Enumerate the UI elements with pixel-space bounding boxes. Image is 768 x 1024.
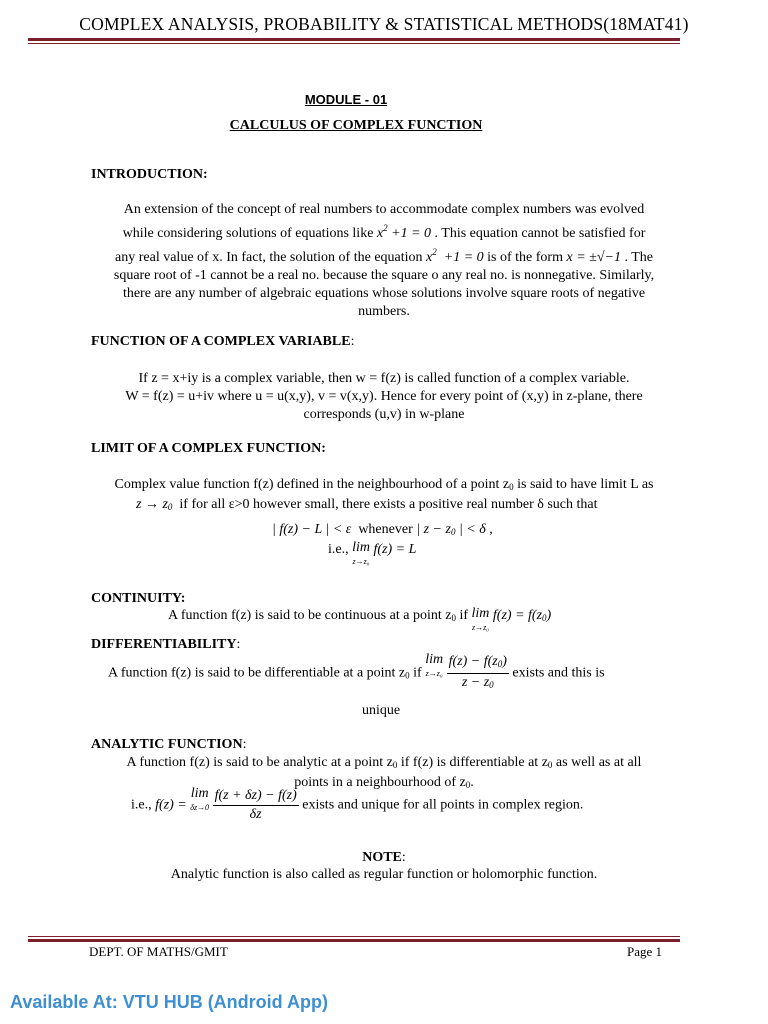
note-text: Analytic function is also called as regular function or holomorphic function.	[170, 867, 598, 882]
differentiability-unique: unique	[362, 703, 401, 718]
limit-definition: i.e., lim z→z₀ f(z) = L	[328, 540, 417, 566]
intro-line-3: any real value of x. In fact, the solution of the equation $x^2 +1 = 0$ is of the form x = ±√−1 . The	[115, 247, 653, 265]
intro-line-1: An extension of the concept of real numbers to accommodate complex numbers was evolved	[123, 202, 645, 217]
intro-line-6: numbers.	[358, 304, 410, 319]
intro-line-4: square root of -1 cannot be a real no. because the square o any real no. is nonnegative. Similarly,	[113, 268, 655, 283]
module-title: CALCULUS OF COMPLEX FUNCTION	[229, 118, 483, 133]
limit-paragraph	[80, 476, 688, 516]
introduction-heading: INTRODUCTION:	[91, 167, 208, 182]
document-header: COMPLEX ANALYSIS, PROBABILITY & STATISTICAL METHODS(18MAT41)	[79, 14, 689, 34]
limit-line-2: $z \to z_0$ if for all ε>0 however small, there exists a positive real number δ such that	[136, 497, 598, 512]
differentiability-text: A function f(z) is said to be differentiable at a point $z_0$ if lim z→z₀ $\frac{f(z) - f(z_0)}{z - z_0}$ exists and this is	[108, 652, 605, 690]
header-rule-thick	[28, 38, 680, 41]
differentiability-heading: DIFFERENTIABILITY:	[91, 637, 241, 652]
analytic-definition: i.e., f(z) = lim δz→0 $\frac{f(z + \delta z) - f(z)}{\delta z}$ exists and unique for all points in complex region.	[131, 786, 584, 822]
function-line-3: corresponds (u,v) in w-plane	[303, 407, 465, 422]
module-label: MODULE - 01	[304, 92, 388, 107]
function-line-1: If z = x+iy is a complex variable, then w = f(z) is called function of a complex variable.	[138, 371, 630, 386]
footer-dept: DEPT. OF MATHS/GMIT	[89, 944, 228, 959]
analytic-line-1: A function f(z) is said to be analytic at a point $z_0$ if f(z) is differentiable at $z_0$ as well as at all	[126, 755, 642, 770]
limit-line-1: Complex value function f(z) defined in the neighbourhood of a point $z_0$ is said to have limit L as	[114, 477, 654, 492]
footer-rule-thin	[28, 936, 680, 937]
function-heading: FUNCTION OF A COMPLEX VARIABLE:	[91, 334, 355, 349]
header-rule-thin	[28, 43, 680, 44]
intro-line-5: there are any number of algebraic equations whose solutions involve square roots of negative	[122, 286, 646, 301]
footer-rule-thick	[28, 939, 680, 942]
vtu-hub-banner[interactable]: Available At: VTU HUB (Android App)	[10, 992, 328, 1012]
function-paragraph	[80, 370, 688, 424]
footer-page-number: Page 1	[627, 944, 663, 959]
continuity-heading: CONTINUITY:	[91, 591, 186, 606]
intro-line-2: while considering solutions of equations like $x^2 +1 = 0$ . This equation cannot be satisfied for	[122, 223, 646, 241]
introduction-paragraph	[80, 201, 688, 321]
note-heading: NOTE:	[362, 850, 406, 865]
continuity-text: A function f(z) is said to be continuous at a point $z_0$ if lim z→z₀ $f(z) = f(z_0)$	[168, 606, 552, 632]
function-line-2: W = f(z) = u+iv where u = u(x,y), v = v(x,y). Hence for every point of (x,y) in z-plane, there	[125, 389, 643, 404]
analytic-line-2: points in a neighbourhood of $z_0$.	[294, 775, 474, 790]
limit-heading: LIMIT OF A COMPLEX FUNCTION:	[91, 441, 326, 456]
limit-condition: | f(z) − L | < ε whenever | $z - z_0$ | < δ ,	[272, 522, 493, 537]
analytic-heading: ANALYTIC FUNCTION:	[91, 737, 247, 752]
